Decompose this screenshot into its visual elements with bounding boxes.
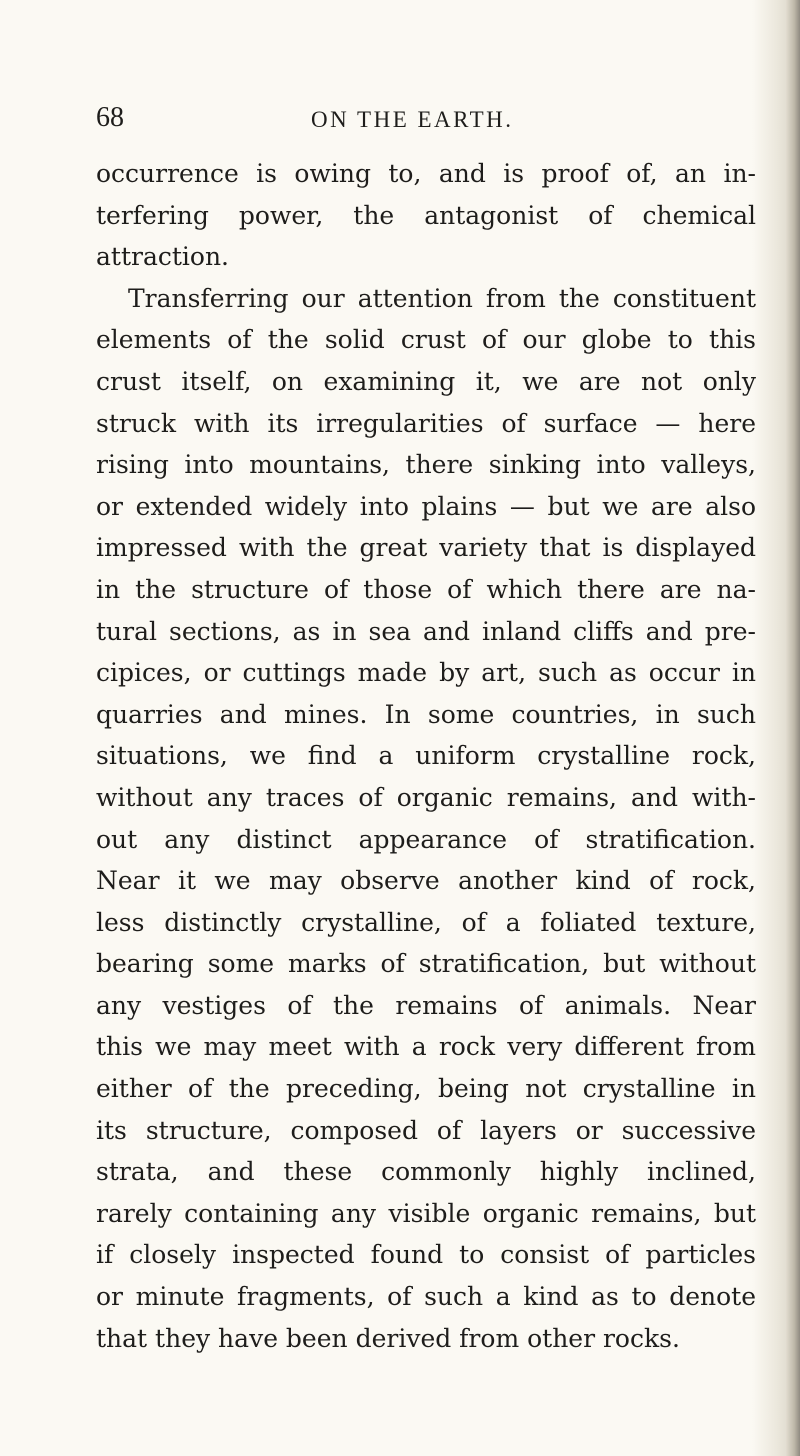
text-line: or extended widely into plains — but we are also — [96, 491, 756, 521]
body-text — [96, 153, 756, 1359]
text-line: attraction. — [96, 242, 229, 272]
text-line: out any distinct appearance of stratification. — [96, 824, 756, 854]
text-line: its structure, composed of layers or successive — [96, 1115, 756, 1145]
text-line: either of the preceding, being not crystalline in — [96, 1074, 756, 1104]
text-line: or minute fragments, of such a kind as to denote — [96, 1282, 756, 1312]
text-line: in the structure of those of which there are na- — [96, 574, 756, 604]
text-line: elements of the solid crust of our globe to this — [96, 325, 756, 355]
text-line: that they have been derived from other rocks. — [96, 1323, 680, 1353]
text-line: if closely inspected found to consist of particles — [96, 1240, 756, 1270]
text-line: any vestiges of the remains of animals. Near — [96, 990, 756, 1020]
text-line: impressed with the great variety that is displayed — [96, 533, 756, 563]
text-line: rarely containing any visible organic remains, but — [96, 1198, 756, 1228]
text-line: strata, and these commonly highly inclined, — [96, 1157, 756, 1187]
text-line: bearing some marks of stratification, but without — [96, 949, 756, 979]
text-line: this we may meet with a rock very different from — [96, 1032, 756, 1062]
page-gutter-shadow — [786, 0, 800, 1456]
text-line: without any traces of organic remains, and with- — [96, 782, 756, 812]
text-line: quarries and mines. In some countries, in such — [96, 699, 756, 729]
text-line: rising into mountains, there sinking into valleys, — [96, 450, 756, 480]
text-line: situations, we find a uniform crystalline rock, — [96, 741, 756, 771]
text-line: Near it we may observe another kind of rock, — [96, 866, 756, 896]
text-line: crust itself, on examining it, we are not only — [96, 366, 756, 396]
text-line: struck with its irregularities of surface — here — [96, 408, 756, 438]
text-line: tural sections, as in sea and inland cliffs and pre- — [96, 616, 756, 646]
text-line: Transferring our attention from the constituent — [128, 283, 756, 313]
running-title: ON THE EARTH. — [311, 107, 514, 132]
text-line: less distinctly crystalline, of a foliated texture, — [96, 907, 756, 937]
text-line: terfering power, the antagonist of chemical — [96, 200, 756, 230]
page-header — [96, 104, 756, 144]
text-line: cipices, or cuttings made by art, such as occur in — [96, 658, 756, 688]
page-number: 68 — [96, 102, 124, 133]
text-line: occurrence is owing to, and is proof of, an in- — [96, 159, 756, 188]
